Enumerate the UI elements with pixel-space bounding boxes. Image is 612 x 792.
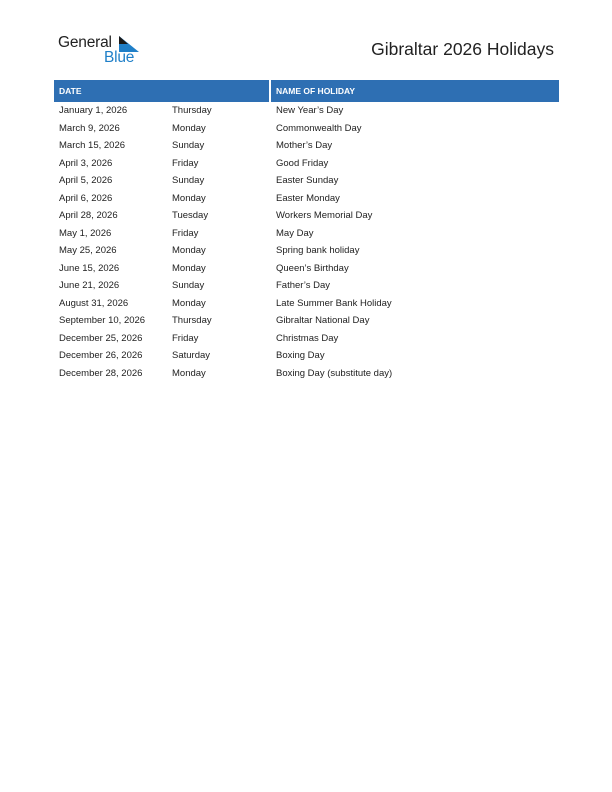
table-row [54, 137, 559, 155]
holiday-weekday: Friday [172, 157, 199, 169]
holiday-name: Father’s Day [276, 280, 331, 291]
holiday-date: April 28, 2026 [59, 210, 118, 221]
holiday-date: April 5, 2026 [59, 175, 113, 186]
table-row [54, 312, 559, 330]
holiday-weekday: Monday [172, 262, 206, 274]
holiday-weekday: Monday [172, 245, 206, 256]
holiday-weekday: Friday [172, 227, 199, 239]
holiday-weekday: Sunday [172, 175, 205, 186]
table-row [54, 260, 559, 278]
holiday-date: January 1, 2026 [59, 105, 128, 116]
holiday-date: April 3, 2026 [59, 157, 113, 169]
holiday-name: Spring bank holiday [276, 245, 360, 256]
table-row [54, 277, 559, 295]
logo-text-general: General [58, 34, 112, 51]
table-header [54, 80, 559, 102]
holiday-date: December 28, 2026 [59, 367, 143, 379]
holiday-date: September 10, 2026 [59, 315, 146, 326]
holiday-table-body [54, 102, 559, 382]
table-row [54, 365, 559, 383]
table-row [54, 120, 559, 138]
holiday-date: May 25, 2026 [59, 245, 117, 256]
table-row [54, 242, 559, 260]
logo-text-blue: Blue [104, 49, 135, 66]
holiday-weekday: Sunday [172, 280, 205, 291]
holiday-date: April 6, 2026 [59, 192, 113, 204]
holiday-weekday: Thursday [172, 105, 212, 116]
table-row [54, 225, 559, 243]
holiday-date: May 1, 2026 [59, 227, 112, 239]
holiday-name: Easter Sunday [276, 175, 339, 186]
table-row [54, 190, 559, 208]
holiday-name: Commonwealth Day [276, 122, 362, 134]
holiday-date: December 26, 2026 [59, 350, 143, 361]
holiday-weekday: Monday [172, 367, 206, 379]
holiday-weekday: Monday [172, 297, 206, 309]
table-row [54, 330, 559, 348]
holiday-date: March 9, 2026 [59, 122, 120, 134]
table-row [54, 207, 559, 225]
table-row [54, 155, 559, 173]
page-title: Gibraltar 2026 Holidays [371, 39, 554, 59]
holiday-name: May Day [276, 227, 314, 239]
holiday-date: June 15, 2026 [59, 262, 120, 274]
column-header-date: DATE [54, 80, 269, 102]
holiday-weekday: Saturday [172, 350, 211, 361]
holiday-name: Easter Monday [276, 192, 340, 204]
holiday-date: August 31, 2026 [59, 297, 129, 309]
holiday-date: March 15, 2026 [59, 140, 126, 151]
holiday-name: Boxing Day (substitute day) [276, 367, 393, 379]
holiday-weekday: Sunday [172, 140, 205, 151]
table-row [54, 102, 559, 120]
table-row [54, 347, 559, 365]
holiday-weekday: Monday [172, 122, 206, 134]
holiday-name: New Year’s Day [276, 105, 344, 116]
brand-logo [58, 34, 148, 70]
table-row [54, 172, 559, 190]
column-header-holiday-name: NAME OF HOLIDAY [271, 80, 559, 102]
holiday-weekday: Monday [172, 192, 206, 204]
holiday-name: Boxing Day [276, 350, 325, 361]
holiday-date: December 25, 2026 [59, 332, 143, 344]
holiday-name: Queen’s Birthday [276, 262, 349, 274]
holiday-weekday: Tuesday [172, 210, 209, 221]
holiday-name: Good Friday [276, 157, 329, 169]
holiday-name: Late Summer Bank Holiday [276, 297, 392, 309]
table-row [54, 295, 559, 313]
holiday-name: Christmas Day [276, 332, 339, 344]
holiday-name: Gibraltar National Day [276, 315, 370, 326]
holiday-weekday: Thursday [172, 315, 212, 326]
holiday-name: Mother’s Day [276, 140, 333, 151]
holiday-name: Workers Memorial Day [276, 210, 373, 221]
holiday-weekday: Friday [172, 332, 199, 344]
holiday-date: June 21, 2026 [59, 280, 120, 291]
